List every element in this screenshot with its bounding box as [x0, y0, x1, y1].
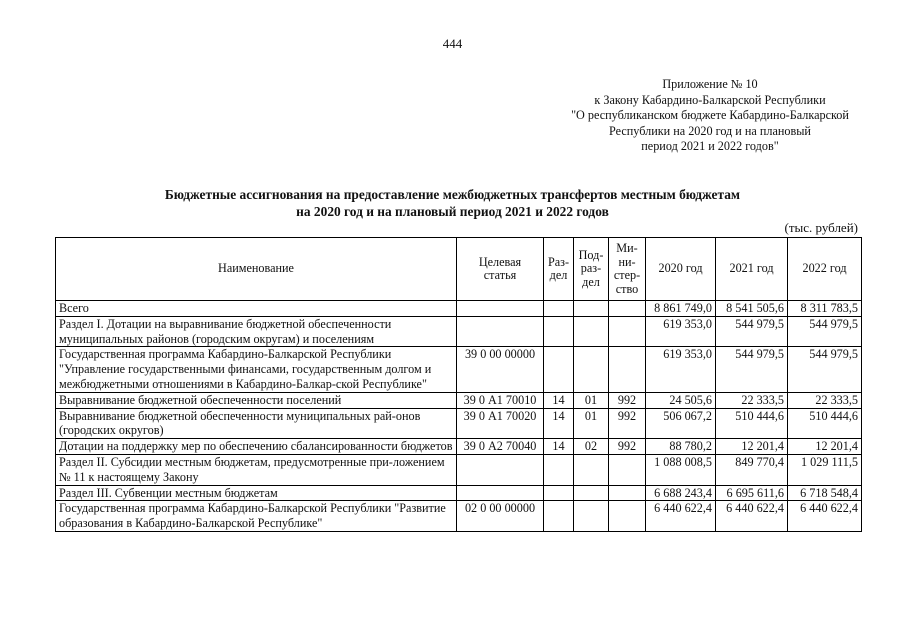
cell-ministry — [609, 301, 646, 317]
appendix-line: период 2021 и 2022 годов" — [641, 139, 779, 153]
cell-target: 39 0 А2 70040 — [457, 439, 544, 455]
cell-name: Всего — [56, 301, 457, 317]
cell-target: 39 0 А1 70020 — [457, 408, 544, 439]
cell-section — [544, 301, 574, 317]
cell-ministry: 992 — [609, 392, 646, 408]
cell-2021: 6 440 622,4 — [716, 501, 788, 532]
table-body — [56, 301, 862, 532]
cell-subsection — [574, 301, 609, 317]
cell-2022: 544 979,5 — [788, 316, 862, 347]
cell-name: Выравнивание бюджетной обеспеченности муниципальных рай-онов (городских округов) — [56, 408, 457, 439]
cell-section — [544, 454, 574, 485]
cell-name: Выравнивание бюджетной обеспеченности поселений — [56, 392, 457, 408]
table-row — [56, 454, 862, 485]
cell-2020: 1 088 008,5 — [646, 454, 716, 485]
cell-2021: 544 979,5 — [716, 347, 788, 392]
cell-2020: 24 505,6 — [646, 392, 716, 408]
appendix-note — [520, 77, 900, 155]
cell-subsection: 02 — [574, 439, 609, 455]
budget-table — [55, 237, 862, 532]
cell-2021: 510 444,6 — [716, 408, 788, 439]
cell-subsection — [574, 454, 609, 485]
cell-subsection — [574, 316, 609, 347]
table-header-row — [56, 238, 862, 301]
cell-target — [457, 316, 544, 347]
header-2020: 2020 год — [646, 238, 716, 301]
cell-section: 14 — [544, 439, 574, 455]
cell-2022: 8 311 783,5 — [788, 301, 862, 317]
cell-section — [544, 347, 574, 392]
table-row — [56, 501, 862, 532]
cell-subsection — [574, 501, 609, 532]
table-row — [56, 485, 862, 501]
cell-2021: 12 201,4 — [716, 439, 788, 455]
cell-ministry — [609, 316, 646, 347]
cell-section — [544, 501, 574, 532]
cell-name: Государственная программа Кабардино-Балкарской Республики "Управление государственными финансами, государственным долгом и межбюджетными отношениями в Кабардино-Балкар-ской Республике" — [56, 347, 457, 392]
cell-target — [457, 454, 544, 485]
cell-ministry — [609, 347, 646, 392]
header-target: Целевая статья — [457, 238, 544, 301]
appendix-line: к Закону Кабардино-Балкарской Республики — [594, 92, 826, 107]
cell-2021: 22 333,5 — [716, 392, 788, 408]
cell-name: Раздел III. Субвенции местным бюджетам — [56, 485, 457, 501]
cell-2021: 849 770,4 — [716, 454, 788, 485]
cell-2020: 6 440 622,4 — [646, 501, 716, 532]
appendix-line: "О республиканском бюджете Кабардино-Балкарской — [571, 108, 849, 122]
cell-section: 14 — [544, 408, 574, 439]
table-row — [56, 316, 862, 347]
cell-ministry: 992 — [609, 408, 646, 439]
cell-2020: 619 353,0 — [646, 316, 716, 347]
cell-name: Дотации на поддержку мер по обеспечению сбалансированности бюджетов — [56, 439, 457, 455]
header-name: Наименование — [56, 238, 457, 301]
cell-2020: 8 861 749,0 — [646, 301, 716, 317]
header-section: Раз- дел — [544, 238, 574, 301]
cell-name: Раздел I. Дотации на выравнивание бюджетной обеспеченности муниципальных районов (городским округам) и поселениям — [56, 316, 457, 347]
appendix-line: Приложение № 10 — [662, 77, 758, 91]
cell-2021: 544 979,5 — [716, 316, 788, 347]
header-2022: 2022 год — [788, 238, 862, 301]
table-row — [56, 439, 862, 455]
cell-2020: 6 688 243,4 — [646, 485, 716, 501]
cell-target: 39 0 00 00000 — [457, 347, 544, 392]
cell-section: 14 — [544, 392, 574, 408]
cell-section — [544, 316, 574, 347]
cell-2021: 8 541 505,6 — [716, 301, 788, 317]
cell-2022: 510 444,6 — [788, 408, 862, 439]
table-row — [56, 392, 862, 408]
document-title — [0, 186, 905, 220]
cell-2020: 88 780,2 — [646, 439, 716, 455]
title-line-2: на 2020 год и на плановый период 2021 и 2022 годов — [296, 204, 609, 219]
cell-name: Государственная программа Кабардино-Балкарской Республики "Развитие образования в Кабардино-Балкарской Республике" — [56, 501, 457, 532]
cell-ministry — [609, 454, 646, 485]
table-row — [56, 347, 862, 392]
cell-2022: 22 333,5 — [788, 392, 862, 408]
table-row — [56, 408, 862, 439]
header-ministry: Ми- ни- стер- ство — [609, 238, 646, 301]
cell-target: 02 0 00 00000 — [457, 501, 544, 532]
cell-target: 39 0 А1 70010 — [457, 392, 544, 408]
table-row — [56, 301, 862, 317]
cell-2022: 1 029 111,5 — [788, 454, 862, 485]
page-number: 444 — [442, 36, 463, 51]
cell-target — [457, 301, 544, 317]
cell-2022: 6 718 548,4 — [788, 485, 862, 501]
cell-ministry — [609, 485, 646, 501]
header-2021: 2021 год — [716, 238, 788, 301]
cell-subsection: 01 — [574, 392, 609, 408]
header-subsection: Под- раз- дел — [574, 238, 609, 301]
cell-2021: 6 695 611,6 — [716, 485, 788, 501]
cell-2022: 12 201,4 — [788, 439, 862, 455]
cell-2020: 619 353,0 — [646, 347, 716, 392]
cell-ministry: 992 — [609, 439, 646, 455]
cell-subsection: 01 — [574, 408, 609, 439]
units-label: (тыс. рублей) — [784, 220, 858, 235]
cell-2022: 6 440 622,4 — [788, 501, 862, 532]
appendix-line: Республики на 2020 год и на плановый — [609, 123, 811, 138]
cell-target — [457, 485, 544, 501]
cell-subsection — [574, 347, 609, 392]
cell-2020: 506 067,2 — [646, 408, 716, 439]
cell-2022: 544 979,5 — [788, 347, 862, 392]
cell-section — [544, 485, 574, 501]
cell-name: Раздел II. Субсидии местным бюджетам, предусмотренные при-ложением № 11 к настоящему Закону — [56, 454, 457, 485]
cell-subsection — [574, 485, 609, 501]
cell-ministry — [609, 501, 646, 532]
title-line-1: Бюджетные ассигнования на предоставление межбюджетных трансфертов местным бюджетам — [164, 187, 741, 202]
